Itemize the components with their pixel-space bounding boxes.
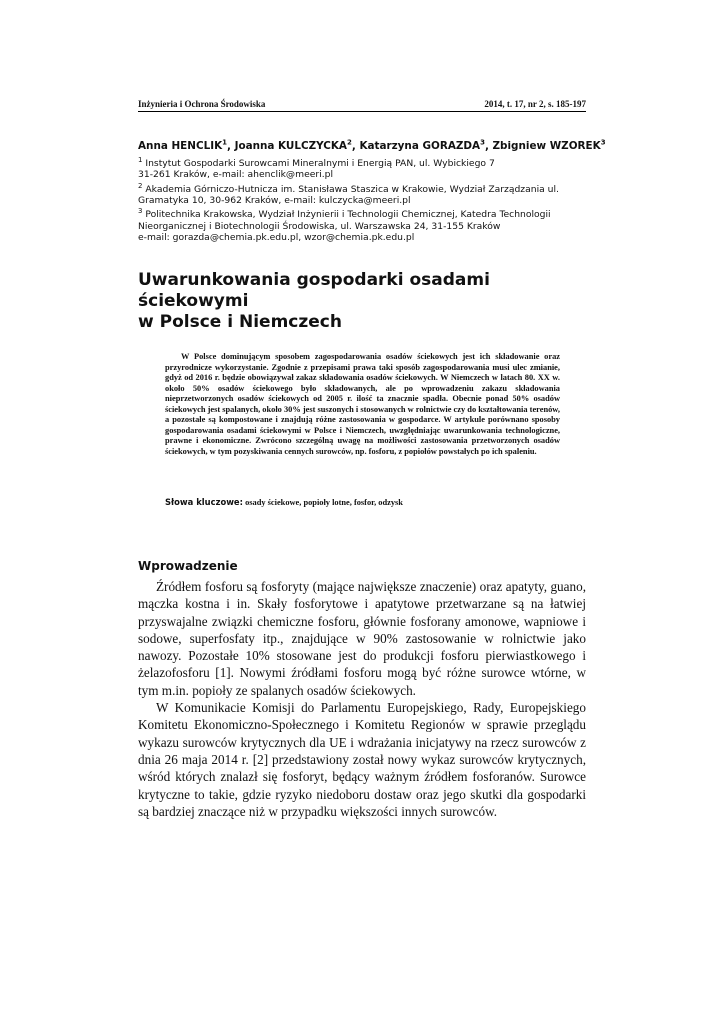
keywords-label: Słowa kluczowe: <box>165 497 243 507</box>
author-list: Anna HENCLIK$^1$, Joanna KULCZYCKA$^2$, Katarzyna GORAZDA$^3$, Zbigniew WZOREK$^3$ <box>138 139 606 153</box>
title-line: Uwarunkowania gospodarki osadami ściekowymi <box>138 270 490 311</box>
author: Zbigniew WZOREK$^3$ <box>492 139 606 153</box>
affiliation-list <box>138 155 586 243</box>
section-heading: Wprowadzenie <box>138 559 238 573</box>
running-header <box>138 99 586 109</box>
keywords <box>165 497 560 507</box>
author: Joanna KULCZYCKA$^2$ <box>234 139 352 153</box>
abstract: W Polsce dominującym sposobem zagospodarowania osadów ściekowych jest ich składowanie oraz przyrodnicze wykorzystanie. Zgodnie z przepisami prawa taki sposób zagospodarowania musi ulec zmianie, gdyż od 2016 r. będzie obowiązywał zakaz składowania osadów ściekowych. W Niemczech w latach 80. XX w. około 50% osadów ściekowego było składowanych, ale po wprowadzeniu zakazu składowania nieprzetworzonych osadów ściekowych od 2005 r. ilość ta znacznie spadła. Obecnie ponad 50% osadów ściekowych jest spalanych, około 30% jest suszonych i stosowanych w rolnictwie czy do kształtowania terenów, a pozostałe są kompostowane i znajdują różne zastosowania w gospodarce. W artykule porównano sposoby gospodarowania osadami ściekowymi w Polsce i Niemczech, uwzględniając uwarunkowania technologiczne, prawne i ekonomiczne. Zwrócono szczególną uwagę na możliwości zastosowania przetworzonych osadów ściekowych, w tym pozyskiwania cennych surowców, np. fosforu, z popiołów powstałych po ich spaleniu. <box>165 352 560 456</box>
citation-info: 2014, t. 17, nr 2, s. 185-197 <box>484 99 586 109</box>
author: Anna HENCLIK$^1$ <box>138 139 227 153</box>
author: Katarzyna GORAZDA$^3$ <box>359 139 485 153</box>
paper-title <box>138 270 586 333</box>
affiliation-line: 31-261 Kraków, e-mail: ahenclik@meeri.pl <box>138 169 334 181</box>
header-rule <box>138 111 586 112</box>
journal-name: Inżynieria i Ochrona Środowiska <box>138 99 266 109</box>
affiliation-line: $^1$ Instytut Gospodarki Surowcami Mineralnymi i Energią PAN, ul. Wybickiego 7 <box>138 156 495 170</box>
keywords-text: osady ściekowe, popioły lotne, fosfor, odzysk <box>245 498 403 507</box>
body-paragraph: Źródłem fosforu są fosforyty (mające największe znaczenie) oraz apatyty, guano, mączka kostna i in. Skały fosforytowe i apatytowe przetwarzane są na łatwiej przyswajalne związki chemiczne fosforu, głównie fosforany amonowe, wapniowe i sodowe, superfosfaty itp., znajdujące w 90% zastosowanie w rolnictwie jako nawozy. Pozostałe 10% stosowane jest do produkcji fosforu pierwiastkowego i żelazofosforu [1]. Nowymi źródłami fosforu mogą być różne surowce wtórne, w tym m.in. popioły ze spalanych osadów ściekowych. <box>138 579 586 698</box>
body-paragraph: W Komunikacie Komisji do Parlamentu Europejskiego, Rady, Europejskiego Komitetu Ekonomiczno-Społecznego i Komitetu Regionów w sprawie przeglądu wykazu surowców krytycznych dla UE i wdrażania inicjatywy na rzecz surowców z dnia 26 maja 2014 r. [2] przedstawiony został nowy wykaz surowców krytycznych, wśród których znalazł się fosforyt, będący ważnym źródłem fosforanów. Surowce krytyczne to takie, gdzie ryzyko niedoboru dostaw oraz jego skutki dla gospodarki są bardziej znaczące niż w przypadku większości innych surowców. <box>138 700 586 819</box>
affiliation-line: $^3$ Politechnika Krakowska, Wydział Inżynierii i Technologii Chemicznej, Katedra Technologii <box>138 207 551 221</box>
title-line: w Polsce i Niemczech <box>138 312 342 332</box>
affiliation-line: e-mail: gorazda@chemia.pk.edu.pl, wzor@chemia.pk.edu.pl <box>138 231 415 243</box>
affiliation-line: Gramatyka 10, 30-962 Kraków, e-mail: kulczycka@meeri.pl <box>138 195 411 207</box>
affiliation-line: Nieorganicznej i Biotechnologii Środowiska, ul. Warszawska 24, 31-155 Kraków <box>138 220 501 232</box>
affiliation-line: $^2$ Akademia Górniczo-Hutnicza im. Stanisława Staszica w Krakowie, Wydział Zarządzania ul. <box>138 181 559 195</box>
section-body <box>138 578 586 820</box>
